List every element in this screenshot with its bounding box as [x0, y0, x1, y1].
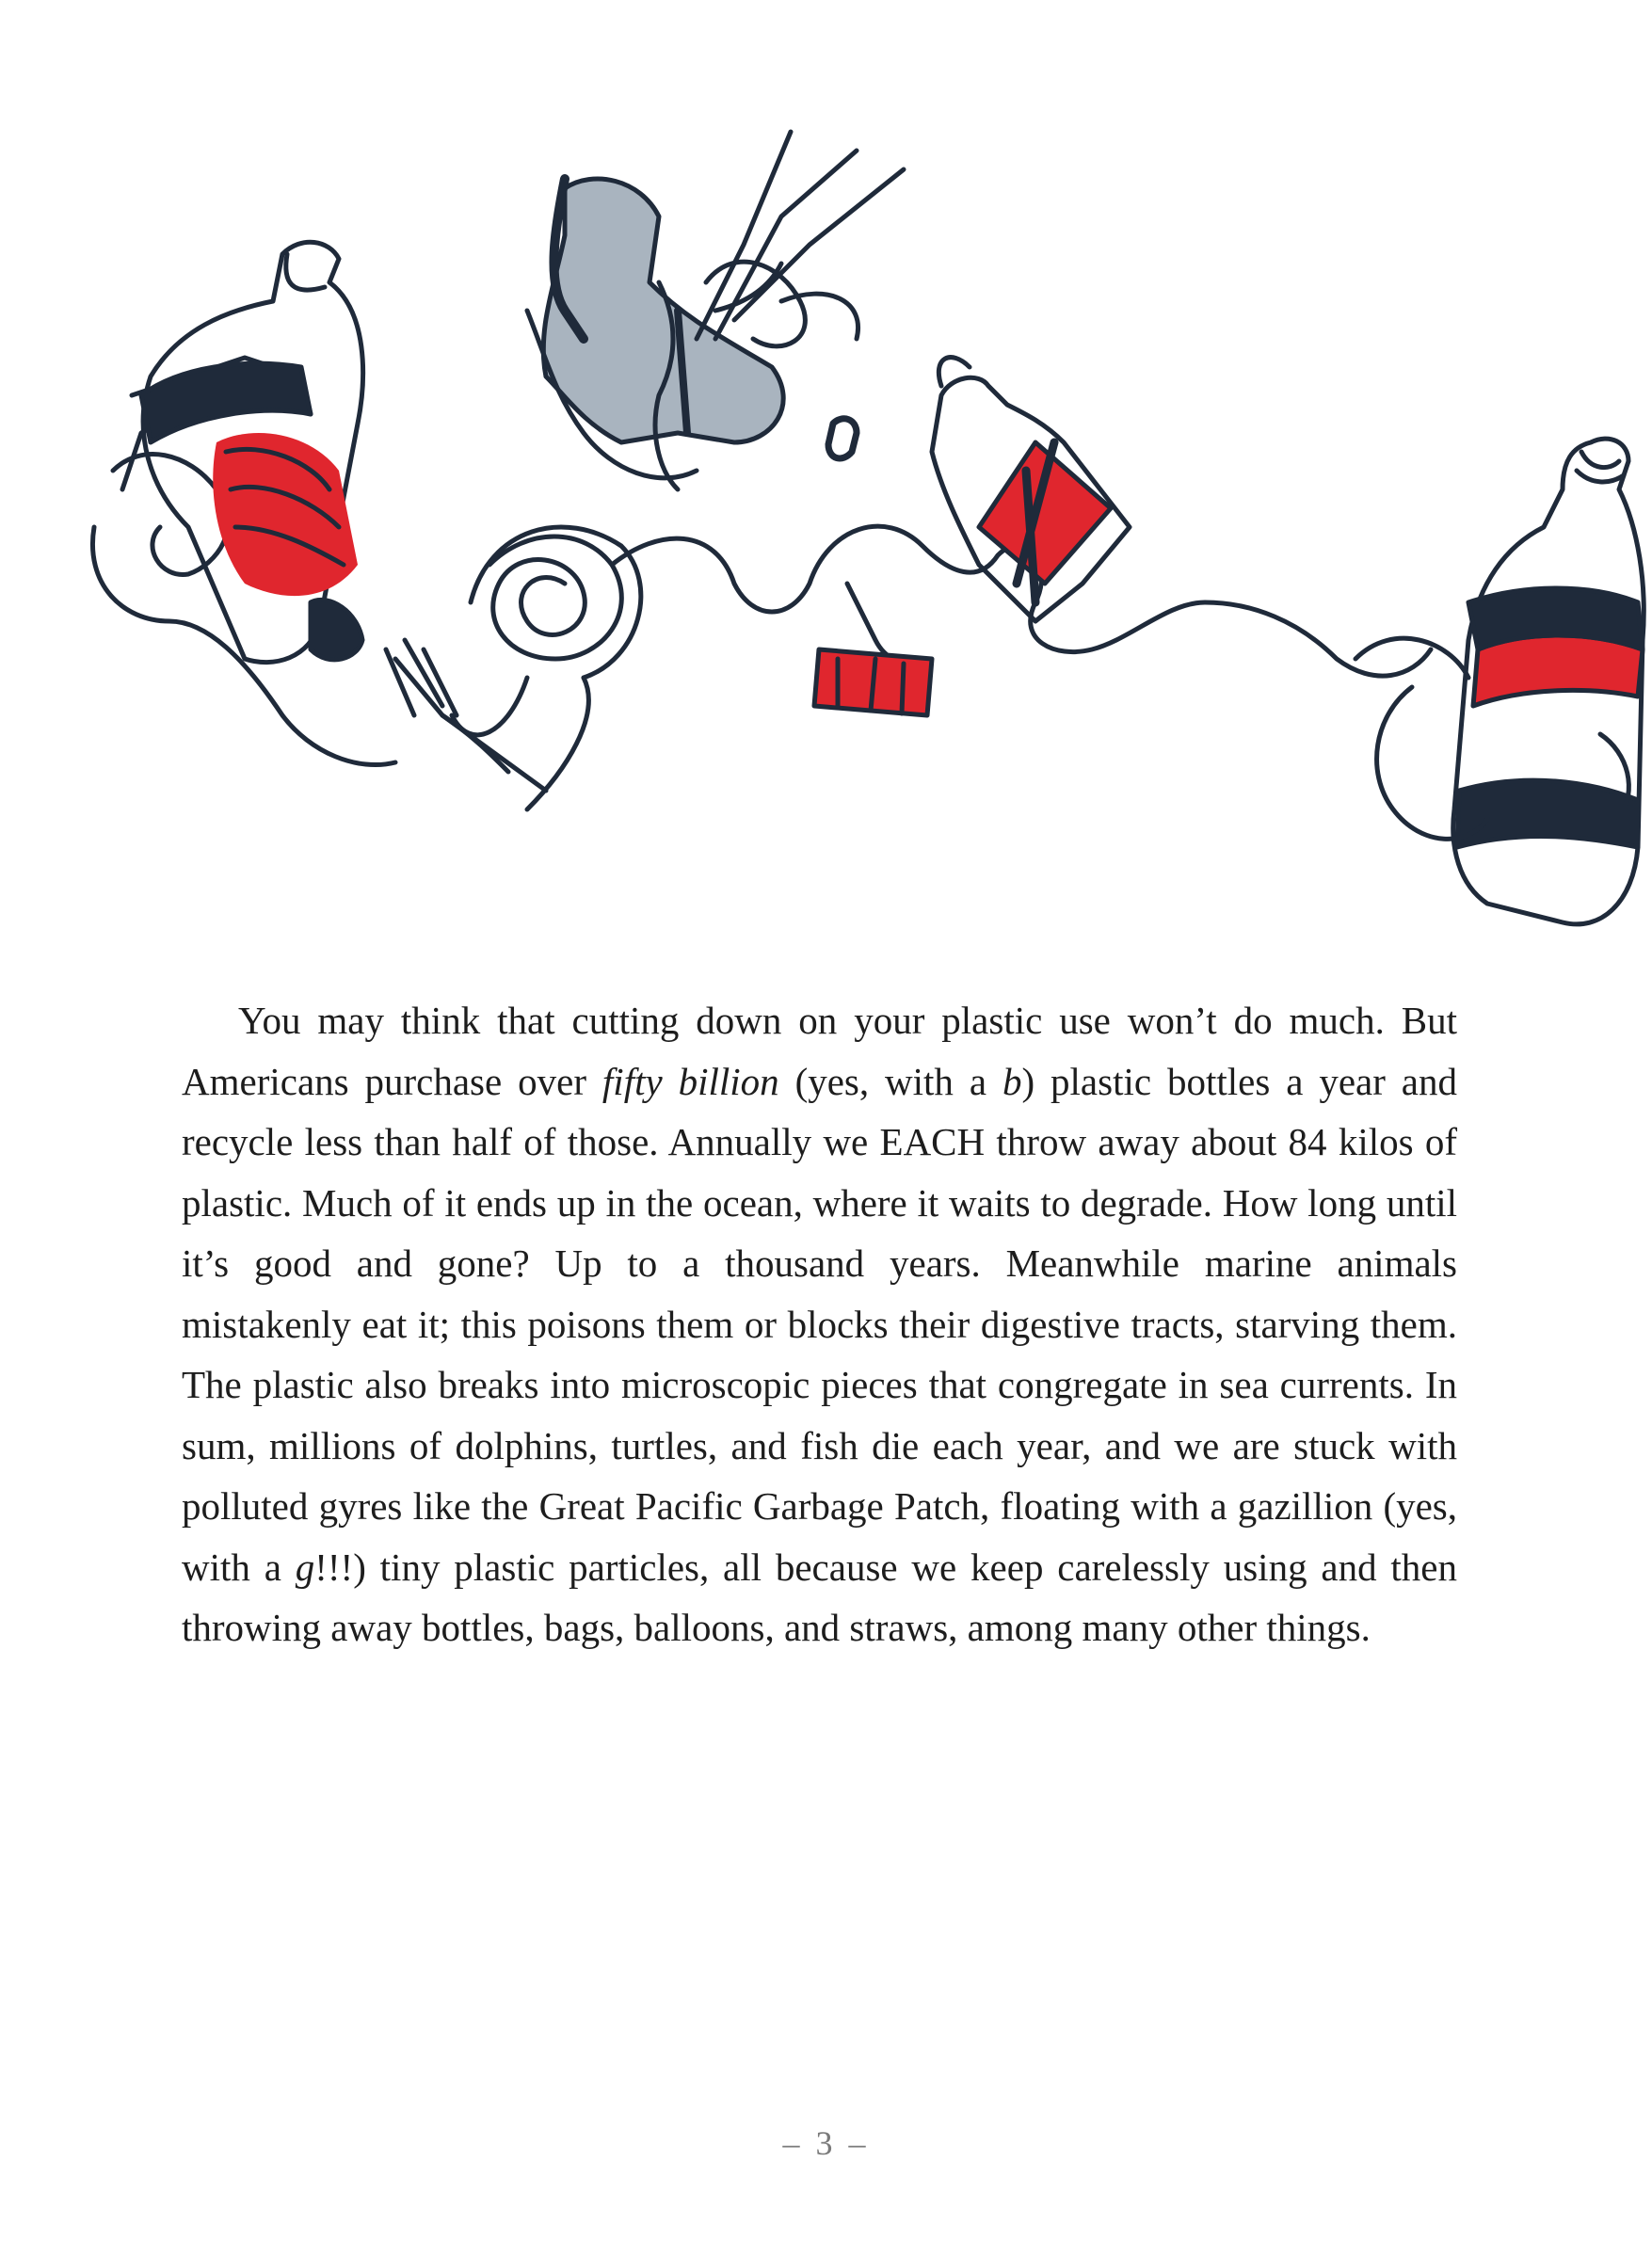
text-segment-4: !!!) tiny plastic particles, all because we keep carelessly using and then throwing away bottles, bags, balloons, and straws, among many other things. — [182, 1545, 1457, 1649]
plastic-waste-illustration — [0, 0, 1652, 960]
left-bottle-cap — [311, 600, 362, 660]
right-bottle-drawing — [1355, 439, 1644, 924]
red-wrapper-drawing — [814, 649, 932, 715]
body-paragraph — [182, 990, 1457, 1658]
text-segment-2: (yes, with a — [778, 1059, 1002, 1103]
page-number: – 3 – — [782, 2124, 870, 2162]
small-capsule-drawing — [828, 419, 857, 458]
left-bottle-label-dark — [141, 363, 311, 442]
fork-drawing — [386, 640, 546, 791]
text-emphasis-fifty-billion: fifty billion — [601, 1059, 779, 1103]
diamond-bottle-drawing — [932, 358, 1130, 621]
text-emphasis-b: b — [1002, 1059, 1022, 1103]
text-segment-3: ) plastic bottles a year and recycle less than half of those. Annually we EACH throw away about 84 kilos of plastic. Much of it ends up in the ocean, where it waits to degrade. How long until it’s good and gone? Up to a thousand years. Meanwhile marine animals mistakenly eat it; this poisons them or blocks their digestive tracts, starving them. The plastic also breaks into microscopic pieces that congregate in sea currents. In sum, millions of dolphins, turtles, and fish die each year, and we are stuck with polluted gyres like the Great Pacific Garbage Patch, floating with a gazillion (yes, with a — [182, 1059, 1457, 1589]
text-emphasis-g: g — [295, 1545, 315, 1589]
straw-strings-drawing — [697, 132, 904, 346]
gray-bag-drawing — [527, 179, 783, 489]
tangled-wire-drawing — [452, 527, 641, 809]
text-segment-1: You may think that cutting down on your plastic use won’t do much. But Americans purchase over — [182, 999, 1457, 1103]
